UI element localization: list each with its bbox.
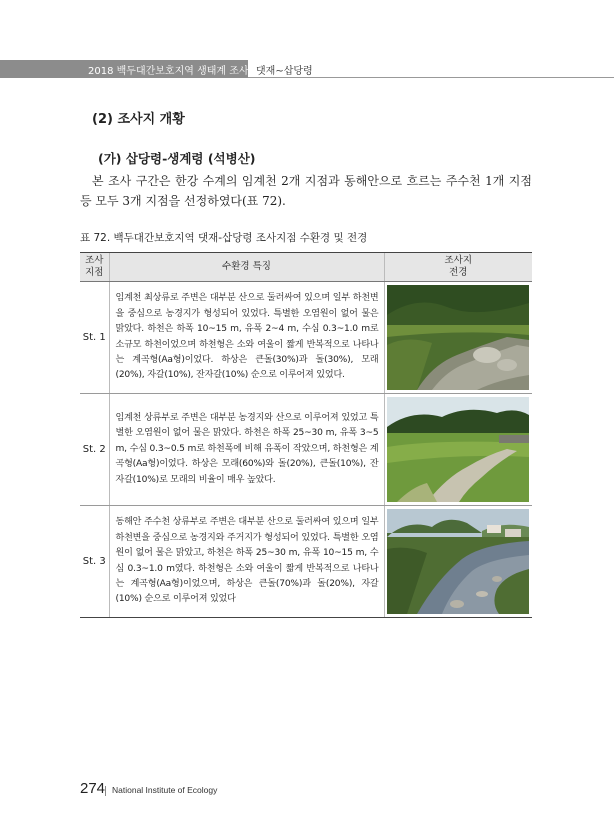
site-description: 임계천 최상류로 주변은 대부분 산으로 둘러싸여 있으며 일부 하천변을 중심으로 농경지가 형성되어 있었다. 특별한 오염원이 없어 물은 맑았다. 하천은 하폭 10~15 m, 유폭 2~4 m, 수심 0.3~1.0 m로 소규모 하천이었으며 하천형은 소와 여울이 짧게 반복적으로 나타나는 계곡형(Aa형)이었다. 하상은 큰돌(30%)과 돌(30%), 모래(20%), 자갈(10%), 잔자갈(10%) 순으로 이루어져 있었다. — [109, 282, 384, 394]
site-label: St. 3 — [80, 506, 109, 618]
footer-institute: National Institute of Ecology — [112, 785, 218, 795]
site-photo — [387, 509, 529, 614]
header-rule — [248, 77, 614, 78]
table-row — [80, 506, 532, 618]
table-caption: 표 72. 백두대간보호지역 댓재-삽당령 조사지점 수환경 및 전경 — [80, 232, 368, 244]
header-photo: 조사지 전경 — [384, 253, 532, 282]
site-photo — [387, 285, 529, 390]
header-site: 조사 지점 — [80, 253, 109, 282]
section-name: 댓재~삽당령 — [256, 66, 313, 77]
running-header — [0, 60, 614, 78]
report-title: 2018 백두대간보호지역 생태계 조사 — [88, 66, 249, 77]
site-label: St. 1 — [80, 282, 109, 394]
survey-site-table — [80, 252, 532, 618]
table-row — [80, 282, 532, 394]
table-header-row — [80, 253, 532, 282]
page-number: 274 — [80, 780, 106, 797]
site-description: 임계천 상류부로 주변은 대부분 농경지와 산으로 이루어져 있었고 특별한 오염원이 없어 물은 맑았다. 하천은 하폭 25~30 m, 유폭 3~5 m, 수심 0.3~0.5 m로 하천폭에 비해 유폭이 작았으며, 하천형은 계곡형(Aa형)이었다. 하상은 모래(60%)와 돌(20%), 큰돌(10%), 잔자갈(10%)로 모래의 비율이 매우 높았다. — [109, 394, 384, 506]
header-features: 수환경 특징 — [109, 253, 384, 282]
table-row — [80, 394, 532, 506]
body-paragraph: 본 조사 구간은 한강 수계의 임계천 2개 지점과 동해안으로 흐르는 주수천 1개 지점 등 모두 3개 지점을 선정하였다(표 72). — [80, 174, 532, 208]
subsection-title: (가) 삽당령-생계령 (석병산) — [98, 151, 256, 166]
site-photo — [387, 397, 529, 502]
section-title: (2) 조사지 개황 — [92, 112, 185, 127]
site-description: 동해안 주수천 상류부로 주변은 대부분 산으로 둘러싸여 있으며 일부 하천변을 중심으로 농경지와 주거지가 형성되어 있었다. 특별한 오염원이 없어 물은 맑았고, 하천은 하폭 25~30 m, 유폭 10~15 m, 수심 0.3~1.0 m였다. 하천형은 소와 여울이 짧게 반복적으로 나타나는 계곡형(Aa형)이었으며, 하상은 큰돌(70%)과 돌(20%), 자갈(10%) 순으로 이루어져 있었다 — [109, 506, 384, 618]
footer-separator — [105, 786, 106, 796]
site-label: St. 2 — [80, 394, 109, 506]
